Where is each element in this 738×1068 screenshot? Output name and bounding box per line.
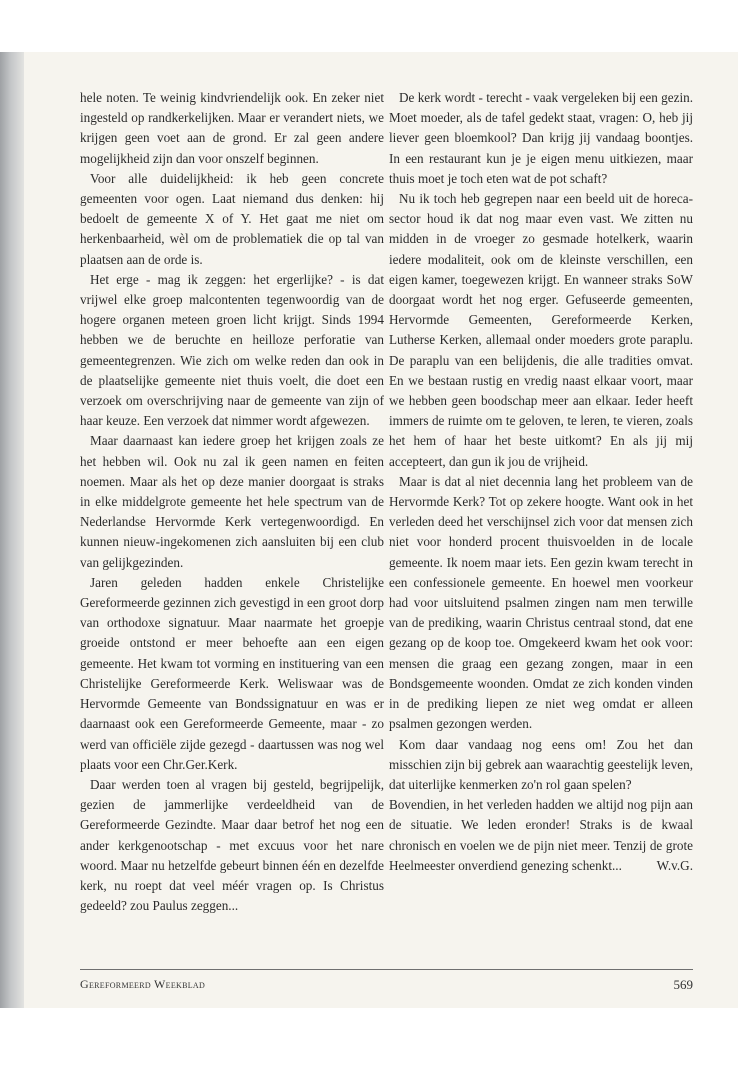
closing-text: Bovendien, in het verleden hadden we altijd nog pijn aan de situatie. We leden eronder! Straks is de kwaal chronisch en voelen we de pijn niet meer. Tenzij de grote Heelmeester onverdiend genezing schenkt... [389, 797, 693, 873]
left-column [80, 88, 384, 916]
paragraph [389, 795, 693, 876]
right-column [389, 88, 693, 876]
paragraph: De kerk wordt - terecht - vaak vergeleken bij een gezin. Moet moeder, als de tafel gedekt staat, vragen: O, heb jij liever geen bloemkool? Dan krijg jij vandaag boontjes. In een restaurant kun je je eigen menu uitkiezen, maar thuis moet je toch eten wat de pot schaft? [389, 90, 693, 186]
paragraph: Nu ik toch heb gegrepen naar een beeld uit de horeca-sector houd ik dat nog maar even vast. We zitten nu midden in de vroeger zo gesmade hotelkerk, waarin iedere modaliteit, ook om de kleinste verschillen, een eigen kamer, toegewezen krijgt. En wanneer straks SoW doorgaat wordt het nog erger. Gefuseerde gemeenten, Hervormde Gemeenten, Gereformeerde Kerken, Lutherse Kerken, allemaal onder moeders grote paraplu. De paraplu van een belijdenis, die alle tradities omvat. En we bestaan rustig en vredig naast elkaar voort, maar we hebben geen boodschap meer aan elkaar. Ieder heeft immers de ruimte om te geloven, te leren, te vieren, zoals het hem of haar het beste uitkomt? En als jij mij accepteert, dan gun ik jou de vrijheid. [389, 191, 693, 469]
binding-edge [0, 52, 24, 1008]
paragraph: Maar is dat al niet decennia lang het probleem van de Hervormde Kerk? Tot op zekere hoogte. Want ook in het verleden deed het verschijnsel zich voor dat mensen zich niet voor honderd procent thuisvoelden in de locale gemeente. Ik noem maar iets. Een gezin kwam terecht in een confessionele gemeente. En hoewel men voorkeur had voor uitsluitend psalmen zingen nam men terwille van de prediking, waarin Christus centraal stond, dat ene gezang op de koop toe. Omgekeerd kwam het ook voor: mensen die graag een gezang zongen, maar in een Bondsgemeente woonden. Omdat ze zich konden vinden in de prediking liepen ze niet weg omdat er alleen psalmen gezongen werden. [389, 473, 693, 732]
paragraph: Het erge - mag ik zeggen: het ergerlijke? - is dat vrijwel elke groep malcontenten tegenwoordig van de hogere organen meteen groen licht krijgt. Sinds 1994 hebben we de beruchte en heilloze perforatie van gemeentegrenzen. Wie zich om welke reden dan ook in de plaatselijke gemeente niet thuis voelt, die doet een verzoek om overschrijving naar de gemeente van zijn of haar keuze. Een verzoek dat nimmer wordt afgewezen. [80, 271, 384, 429]
paragraph: Kom daar vandaag nog eens om! Zou het dan misschien zijn bij gebrek aan waarachtig geestelijk leven, dat uiterlijke kenmerken zo'n rol gaan spelen? [389, 736, 693, 792]
page-number: 569 [673, 977, 693, 992]
paragraph: Voor alle duidelijkheid: ik heb geen concrete gemeenten voor ogen. Laat niemand dus denken: hij bedoelt de gemeente X of Y. Het gaat me niet om herkenbaarheid, wèl om de problematiek die op tal van plaatsen aan de orde is. [80, 170, 384, 267]
author-signature: W.v.G. [656, 857, 693, 873]
paragraph: Maar daarnaast kan iedere groep het krijgen zoals ze het hebben wil. Ook nu zal ik geen namen en feiten noemen. Maar als het op deze manier doorgaat is straks in elke middelgrote gemeente het hele spectrum van de Nederlandse Hervormde Kerk vertegenwoordigd. En kunnen nieuw-ingekomenen zich aansluiten bij een club van gelijkgezinden. [80, 433, 384, 570]
paragraph: Jaren geleden hadden enkele Christelijke Gereformeerde gezinnen zich gevestigd in een groot dorp van orthodoxe signatuur. Maar naarmate het groepje groeide ontstond er meer behoefte aan een eigen gemeente. Het kwam tot vorming en instituering van een Christelijke Gereformeerde Kerk. Weliswaar was de Hervormde Gemeente van Bondssignatuur en was er daarnaast ook een Gereformeerde Gemeente, maar - zo werd van officiële zijde gezegd - daartussen was nog wel plaats voor een Chr.Ger.Kerk. [80, 574, 384, 772]
paragraph: Daar werden toen al vragen bij gesteld, begrijpelijk, gezien de jammerlijke verdeeldheid van de Gereformeerde Gezindte. Maar daar betrof het nog een ander kerkgenootschap - met excuus voor het nare woord. Maar nu hetzelfde gebeurt binnen één en dezelfde kerk, nu roept dat veel méér vragen op. Is Christus gedeeld? zou Paulus zeggen... [80, 776, 384, 914]
publication-name: Gereformeerd Weekblad [80, 977, 206, 991]
footer-divider [80, 969, 693, 970]
paragraph: hele noten. Te weinig kindvriendelijk ook. En zeker niet ingesteld op randkerkelijken. Maar er verandert niets, we krijgen geen voet aan de grond. Er zal geen andere mogelijkheid zijn dan voor onszelf beginnen. [80, 90, 384, 166]
